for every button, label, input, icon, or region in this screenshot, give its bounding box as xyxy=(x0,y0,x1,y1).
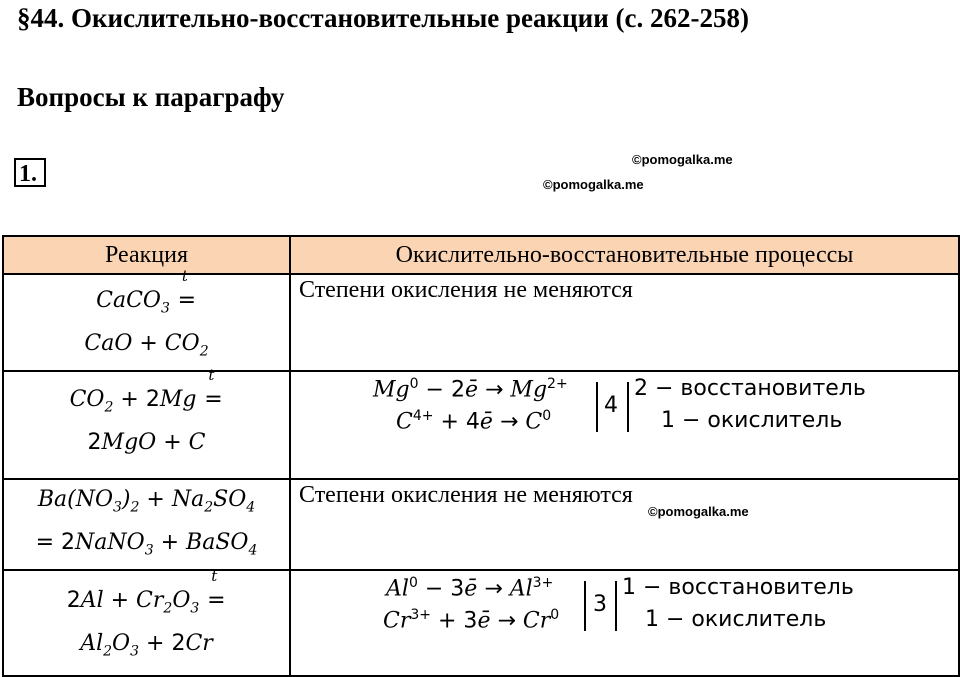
process-cell xyxy=(290,274,959,371)
half-reaction-oxidation: Al$^0$ − 3ē → $Al^{3+}$ xyxy=(386,574,554,601)
question-number: 1. xyxy=(14,158,46,187)
table-row xyxy=(3,274,959,371)
balance-divider xyxy=(627,382,629,432)
electron-balance xyxy=(291,571,958,675)
section-subtitle: Вопросы к параграфу xyxy=(17,82,285,112)
oxidizer-label: 1 − окислитель xyxy=(645,606,827,632)
oxidizer-label: 1 − окислитель xyxy=(661,407,843,433)
watermark: ©pomogalka.me xyxy=(632,152,733,167)
reaction-equation: $CO_2 + 2Mg$ t = 2MgO + C xyxy=(69,365,223,456)
page-title: §44. Окислительно-восстановительные реакции (с. 262-258) xyxy=(17,3,749,33)
process-cell xyxy=(290,479,959,570)
process-cell xyxy=(290,570,959,676)
reaction-cell xyxy=(3,267,290,371)
half-reaction-reduction: $C^{4+}$ + 4ē → $C^0$ xyxy=(396,407,552,435)
lcm-value: 3 xyxy=(593,591,607,617)
column-header-processes: Окислительно-восстановительные процессы xyxy=(290,236,959,274)
reaction-cell xyxy=(3,365,290,479)
reaction-equation: $2Al + Cr_2O_3$ t = $Al_2O_3 + 2Cr$ xyxy=(66,566,226,660)
lcm-value: 4 xyxy=(604,392,618,418)
table-header-row xyxy=(3,236,959,274)
half-reaction-reduction: $Cr^{3+}$ + 3ē → $Cr^0$ xyxy=(383,606,560,633)
balance-divider xyxy=(584,581,586,631)
table-row xyxy=(3,570,959,676)
watermark: ©pomogalka.me xyxy=(648,504,749,519)
reducer-label: 2 − восстановитель xyxy=(634,375,866,401)
balance-divider xyxy=(596,382,598,432)
reaction-equation: CaCO$_3$ t = CaO + $CO_2$ xyxy=(84,267,209,360)
half-reaction-oxidation: Mg$^0$ − 2ē → $Mg^{2+}$ xyxy=(373,375,568,403)
reaction-equation: $Ba(NO_3)_2 + Na_2SO_4$ = 2NaNO$_3$ + BaSO$_4$ xyxy=(35,486,258,559)
watermark: ©pomogalka.me xyxy=(543,177,644,192)
process-text: Степени окисления не меняются xyxy=(299,481,633,508)
reducer-label: 1 − восстановитель xyxy=(622,574,854,600)
process-text: Степени окисления не меняются xyxy=(299,277,633,303)
column-header-reaction: Реакция xyxy=(3,236,290,274)
reaction-cell xyxy=(3,479,290,570)
table-row xyxy=(3,479,959,570)
electron-balance xyxy=(291,372,958,478)
process-cell xyxy=(290,371,959,479)
reaction-cell xyxy=(3,566,290,676)
reactions-table xyxy=(2,235,960,677)
balance-divider xyxy=(615,581,617,631)
table-row xyxy=(3,371,959,479)
